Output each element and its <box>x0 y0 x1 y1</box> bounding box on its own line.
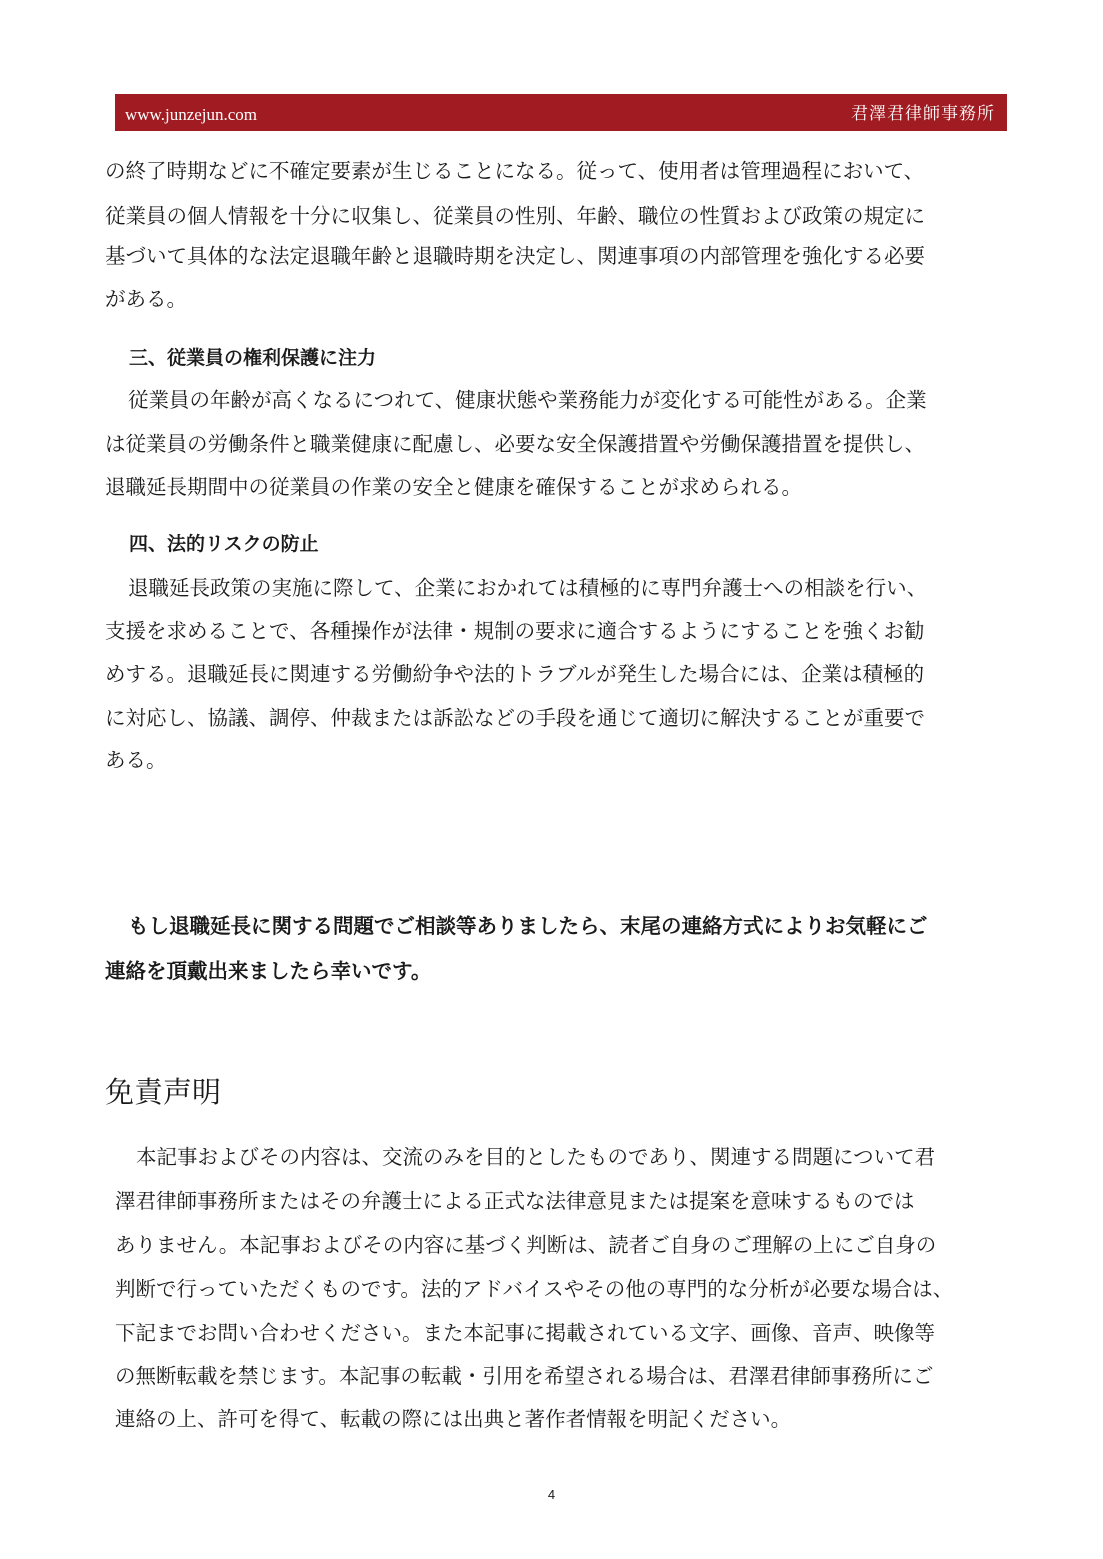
paragraph-line: 基づいて具体的な法定退職年齢と退職時期を決定し、関連事項の内部管理を強化する必要 <box>105 244 925 268</box>
paragraph-line: 退職延長政策の実施に際して、企業におかれては積極的に専門弁護士への相談を行い、 <box>128 576 928 600</box>
disclaimer-title: 免責声明 <box>105 1075 222 1109</box>
paragraph-line: は従業員の労働条件と職業健康に配慮し、必要な安全保護措置や労働保護措置を提供し、 <box>105 432 925 456</box>
paragraph-line: の終了時期などに不確定要素が生じることになる。従って、使用者は管理過程において、 <box>105 159 925 183</box>
paragraph-line: 澤君律師事務所またはその弁護士による正式な法律意見または提案を意味するものでは <box>115 1189 915 1213</box>
contact-note-line: もし退職延長に関する問題でご相談等ありましたら、末尾の連絡方式によりお気軽にご <box>128 914 928 938</box>
paragraph-line: 下記までお問い合わせください。また本記事に掲載されている文字、画像、音声、映像等 <box>115 1321 935 1345</box>
paragraph-line: 判断で行っていただくものです。法的アドバイスやその他の専門的な分析が必要な場合は、 <box>115 1277 954 1301</box>
paragraph-line: に対応し、協議、調停、仲裁または訴訟などの手段を通じて適切に解決することが重要で <box>105 706 925 730</box>
paragraph-line: めする。退職延長に関連する労働紛争や法的トラブルが発生した場合には、企業は積極的 <box>105 662 925 686</box>
header-firm-name: 君澤君律師事務所 <box>851 104 995 124</box>
section-heading-3: 三、従業員の権利保護に注力 <box>129 347 377 369</box>
section-heading-4: 四、法的リスクの防止 <box>129 533 319 555</box>
paragraph-line: がある。 <box>105 287 187 311</box>
paragraph-line: ありません。本記事およびその内容に基づく判断は、読者ご自身のご理解の上にご自身の <box>115 1233 937 1257</box>
paragraph-line: ある。 <box>105 748 167 772</box>
paragraph-line: 従業員の個人情報を十分に収集し、従業員の性別、年齢、職位の性質および政策の規定に <box>105 204 925 228</box>
header-url: www.junzejun.com <box>125 105 258 124</box>
paragraph-line: 退職延長期間中の従業員の作業の安全と健康を確保することが求められる。 <box>105 475 802 499</box>
paragraph-line: 本記事およびその内容は、交流のみを目的としたものであり、関連する問題について君 <box>136 1145 936 1169</box>
paragraph-line: 従業員の年齢が高くなるにつれて、健康状態や業務能力が変化する可能性がある。企業 <box>128 388 927 412</box>
paragraph-line: 支援を求めることで、各種操作が法律・規制の要求に適合するようにすることを強くお勧 <box>105 619 925 643</box>
paragraph-line: 連絡の上、許可を得て、転載の際には出典と著作者情報を明記ください。 <box>115 1407 792 1431</box>
page-number: 4 <box>547 1487 556 1502</box>
contact-note-line: 連絡を頂戴出来ましたら幸いです。 <box>105 959 432 983</box>
page-header-bar <box>115 94 1007 131</box>
paragraph-line: の無断転載を禁じます。本記事の転載・引用を希望される場合は、君澤君律師事務所にご <box>115 1364 934 1388</box>
